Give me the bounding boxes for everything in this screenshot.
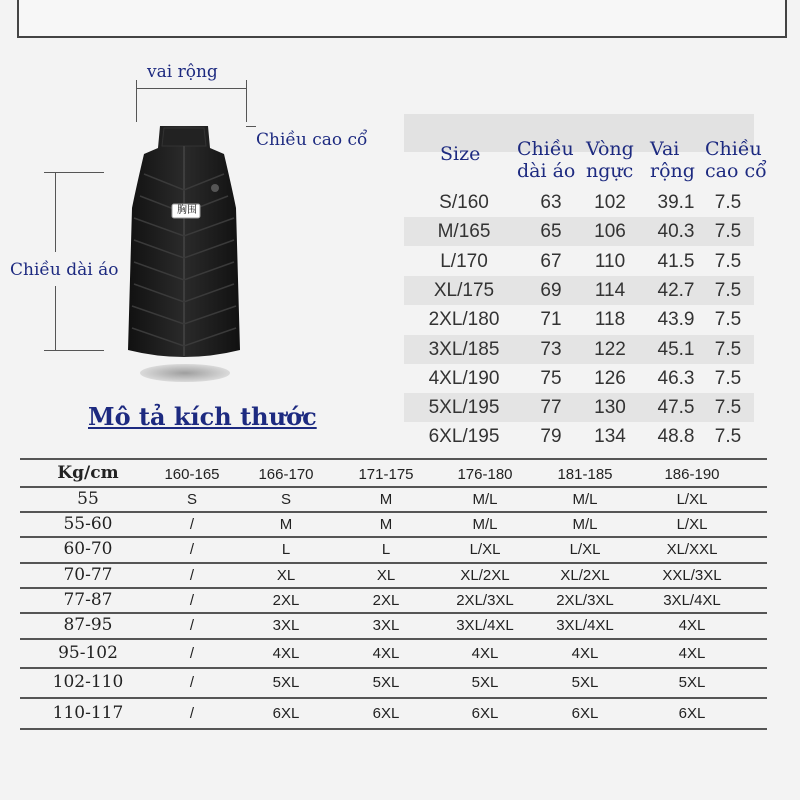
size-cell-value: 40.3 — [657, 221, 695, 243]
size-cell-value: 41.5 — [657, 250, 695, 272]
size-recommendation-cell: XL/2XL — [560, 566, 610, 584]
size-recommendation-cell: 5XL — [272, 674, 300, 691]
size-table-row — [404, 364, 754, 393]
size-recommendation-cell: S — [186, 490, 197, 508]
size-recommendation-cell: 6XL — [272, 704, 300, 722]
size-cell-value: 67 — [540, 250, 562, 272]
height-column-header: 186-190 — [664, 466, 720, 483]
size-cell-value: 65 — [540, 221, 562, 243]
size-cell-value: 7.5 — [714, 397, 742, 419]
size-recommendation-cell: L/XL — [676, 490, 708, 508]
size-recommendation-cell: 6XL — [372, 704, 400, 722]
size-recommendation-cell: 3XL/4XL — [556, 617, 614, 634]
size-recommendation-cell: 2XL/3XL — [556, 591, 614, 609]
size-table-row — [404, 188, 754, 217]
size-recommendation-cell: 6XL — [678, 704, 706, 722]
size-recommendation-cell: 5XL — [372, 674, 400, 691]
size-cell-value: 122 — [594, 338, 626, 360]
size-recommendation-cell: / — [189, 644, 195, 662]
size-cell-value: 77 — [540, 397, 562, 419]
size-recommendation-cell: M — [379, 515, 393, 533]
shoulder-label: vai rộng — [147, 62, 218, 82]
size-header-chest: Vòng ngực — [586, 138, 634, 182]
size-cell-value: 130 — [594, 397, 626, 419]
size-recommendation-cell: XL/2XL — [460, 566, 510, 584]
size-cell-value: 69 — [540, 279, 562, 301]
size-cell-value: 114 — [594, 279, 626, 301]
weight-row-label: 95-102 — [58, 642, 118, 663]
size-recommendation-cell: 4XL — [272, 644, 300, 662]
size-cell-value: 7.5 — [714, 309, 742, 331]
weight-row-label: 55-60 — [63, 513, 113, 534]
size-cell-value: 39.1 — [657, 192, 695, 213]
vest-shadow — [140, 364, 230, 382]
table-rule — [20, 612, 767, 614]
weight-row-label: 110-117 — [52, 702, 124, 723]
height-column-header: 160-165 — [164, 466, 220, 483]
size-recommendation-cell: 5XL — [678, 674, 706, 691]
length-dim-line-top — [55, 172, 56, 252]
weight-row-label: 77-87 — [63, 589, 113, 610]
size-table-row — [404, 422, 754, 451]
size-cell-value: 43.9 — [657, 309, 695, 331]
size-cell-value: 7.5 — [714, 221, 742, 243]
size-recommendation-cell: 4XL — [678, 644, 706, 662]
size-recommendation-cell: M — [379, 490, 393, 508]
size-header-length: Chiều dài áo — [517, 138, 576, 182]
vest-illustration — [120, 118, 248, 368]
weight-row-label: 55 — [77, 488, 99, 509]
size-recommendation-cell: 4XL — [372, 644, 400, 662]
size-cell-value: 45.1 — [657, 338, 695, 360]
size-recommendation-cell: 2XL — [372, 591, 400, 609]
size-cell-value: 118 — [594, 309, 626, 331]
size-recommendation-cell: M — [279, 515, 293, 533]
size-recommendation-cell: 3XL/4XL — [456, 617, 514, 634]
shoulder-tick-right — [246, 80, 247, 122]
size-recommendation-cell: 3XL/4XL — [663, 591, 721, 609]
size-header-collar: Chiều cao cổ — [705, 138, 767, 182]
size-table-row — [404, 247, 754, 276]
size-recommendation-cell: 6XL — [571, 704, 599, 722]
size-recommendation-cell: 5XL — [471, 674, 499, 691]
weight-row-label: 102-110 — [52, 672, 124, 692]
size-cell-size: 3XL/185 — [428, 338, 500, 360]
size-recommendation-cell: L — [281, 541, 291, 558]
size-cell-value: 46.3 — [657, 367, 695, 389]
size-cell-size: 6XL/195 — [428, 426, 500, 448]
size-recommendation-cell: XL — [276, 566, 296, 584]
size-cell-value: 110 — [594, 250, 626, 272]
size-cell-value: 134 — [594, 426, 626, 448]
size-table-row — [404, 305, 754, 334]
table-corner-header: Kg/cm — [57, 463, 119, 483]
size-cell-value: 106 — [594, 221, 626, 243]
table-rule — [20, 667, 767, 669]
size-recommendation-cell: 3XL — [372, 617, 400, 634]
size-table-row — [404, 276, 754, 305]
size-cell-value: 7.5 — [714, 279, 742, 301]
size-recommendation-cell: 6XL — [471, 704, 499, 722]
size-recommendation-cell: M/L — [572, 515, 598, 533]
size-recommendation-cell: XXL/3XL — [662, 566, 722, 584]
height-column-header: 176-180 — [457, 466, 513, 483]
table-rule — [20, 697, 767, 699]
size-cell-value: 7.5 — [714, 426, 742, 448]
shoulder-tick-left — [136, 80, 137, 122]
page-title: Mô tả kích thước — [88, 402, 317, 431]
length-dim-line-bottom — [55, 286, 56, 350]
size-recommendation-cell: L — [381, 541, 391, 558]
weight-row-label: 70-77 — [63, 564, 113, 585]
size-recommendation-cell: M/L — [472, 515, 498, 533]
size-recommendation-cell: 4XL — [678, 617, 706, 634]
size-table-row — [404, 335, 754, 364]
height-column-header: 171-175 — [358, 466, 414, 483]
size-recommendation-cell: / — [189, 591, 195, 609]
table-rule — [20, 458, 767, 460]
weight-row-label: 87-95 — [63, 615, 113, 635]
size-recommendation-cell: M/L — [572, 490, 598, 508]
size-recommendation-cell: / — [189, 515, 195, 533]
size-recommendation-cell: / — [189, 674, 195, 691]
size-recommendation-cell: / — [189, 704, 195, 722]
size-cell-value: 75 — [540, 367, 562, 389]
size-recommendation-cell: XL/XXL — [666, 541, 718, 558]
size-recommendation-cell: L/XL — [569, 541, 601, 558]
shoulder-dim-line — [136, 88, 246, 89]
size-header-shoulder: Vai rộng — [650, 138, 695, 182]
size-cell-value: 102 — [594, 192, 626, 213]
height-column-header: 166-170 — [258, 466, 314, 483]
height-column-header: 181-185 — [557, 466, 613, 483]
collar-height-label: Chiều cao cổ — [256, 130, 368, 150]
size-cell-size: 5XL/195 — [428, 397, 500, 419]
size-recommendation-cell: 2XL — [272, 591, 300, 609]
size-recommendation-cell: / — [189, 541, 195, 558]
size-recommendation-cell: L/XL — [676, 515, 708, 533]
top-frame — [17, 0, 787, 38]
size-cell-value: 47.5 — [657, 397, 695, 419]
length-tick-top — [44, 172, 104, 173]
size-cell-value: 7.5 — [714, 192, 742, 213]
size-table-row — [404, 217, 754, 246]
vest-badge: 胸围 — [177, 205, 197, 216]
size-cell-value: 48.8 — [657, 426, 695, 448]
weight-row-label: 60-70 — [63, 539, 113, 559]
size-cell-value: 42.7 — [657, 279, 695, 301]
size-cell-value: 63 — [540, 192, 562, 213]
size-recommendation-cell: XL — [376, 566, 396, 584]
size-cell-value: 71 — [540, 309, 562, 331]
size-cell-size: 4XL/190 — [428, 367, 500, 389]
length-label: Chiều dài áo — [10, 260, 119, 280]
size-header-size: Size — [440, 143, 481, 165]
table-rule — [20, 728, 767, 730]
size-recommendation-cell: 4XL — [471, 644, 499, 662]
size-cell-value: 79 — [540, 426, 562, 448]
table-rule — [20, 638, 767, 640]
size-recommendation-cell: 5XL — [571, 674, 599, 691]
size-cell-size: S/160 — [439, 192, 489, 213]
size-recommendation-cell: S — [280, 490, 291, 508]
size-table-row — [404, 393, 754, 422]
size-recommendation-cell: L/XL — [469, 541, 501, 558]
size-recommendation-cell: 2XL/3XL — [456, 591, 514, 609]
size-cell-value: 73 — [540, 338, 562, 360]
size-cell-size: M/165 — [437, 221, 491, 243]
size-cell-value: 7.5 — [714, 250, 742, 272]
size-cell-value: 7.5 — [714, 367, 742, 389]
size-cell-size: 2XL/180 — [428, 309, 500, 331]
size-recommendation-cell: 3XL — [272, 617, 300, 634]
size-cell-value: 7.5 — [714, 338, 742, 360]
length-tick-bottom — [44, 350, 104, 351]
size-recommendation-cell: M/L — [472, 490, 498, 508]
vest-image — [120, 118, 248, 386]
size-recommendation-cell: 4XL — [571, 644, 599, 662]
size-cell-size: XL/175 — [433, 279, 495, 301]
size-recommendation-cell: / — [189, 566, 195, 584]
size-cell-size: L/170 — [440, 250, 488, 272]
table-rule — [20, 536, 767, 538]
size-recommendation-cell: / — [189, 617, 195, 634]
size-cell-value: 126 — [594, 367, 626, 389]
